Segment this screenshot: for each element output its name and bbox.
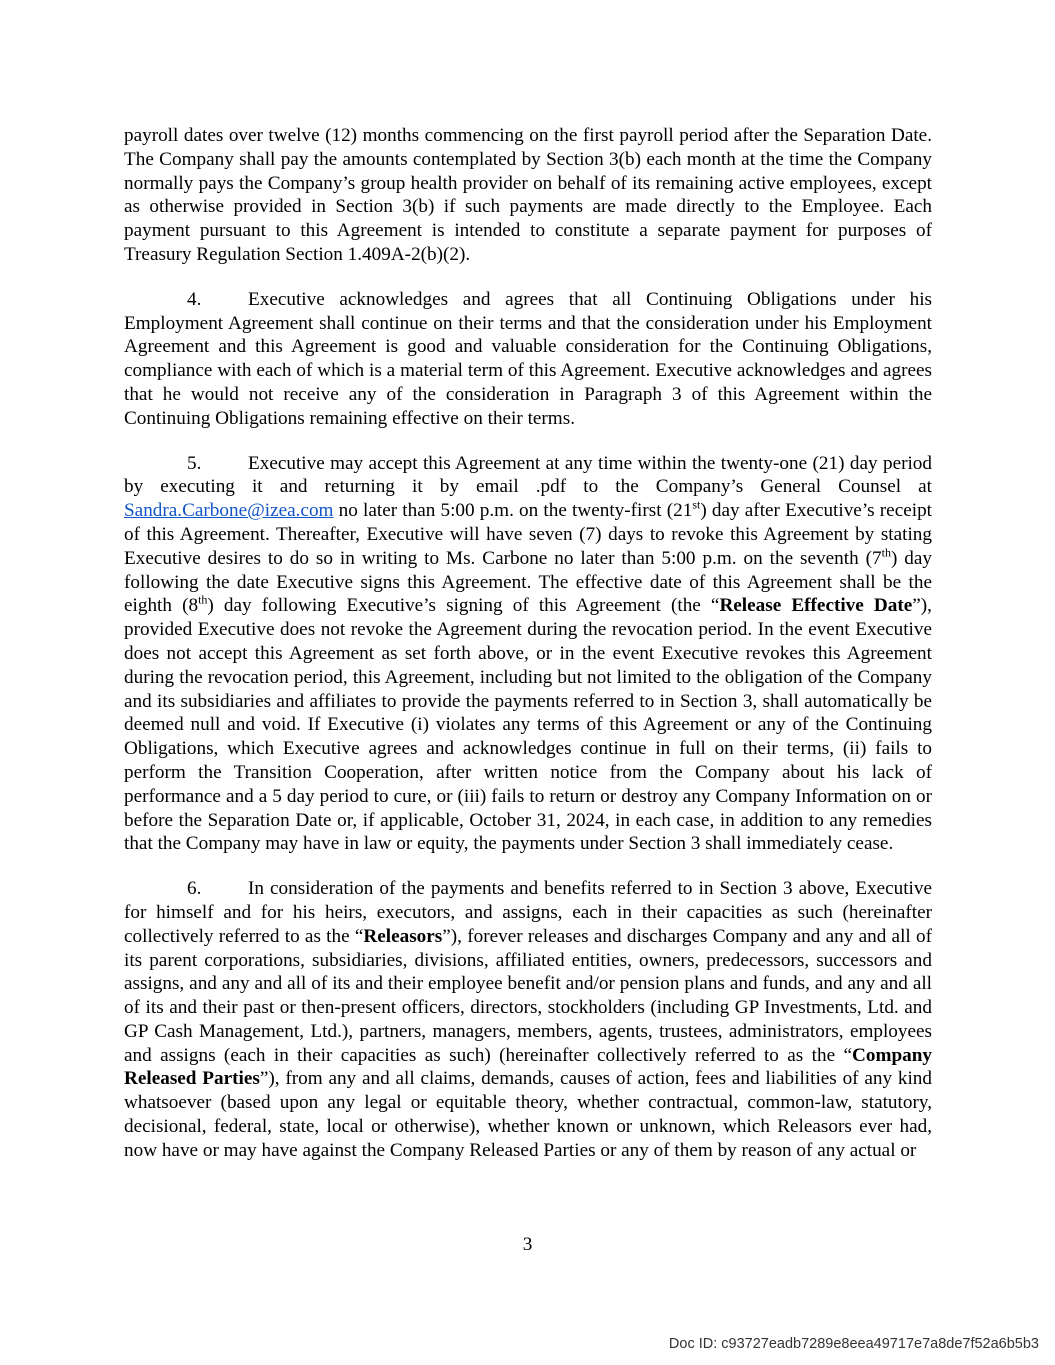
paragraph-text: ) day following Executive’s signing of this Agreement (the “ [207,595,720,617]
defined-term: Release Effective Date [719,595,913,617]
paragraph-text: ”), provided Executive does not revoke the Agreement during the revocation period. In the event Executive does not accept this Agreement as set forth above, or in the event Executive revokes this Agreement during the revocation period, this Agreement, including but not limited to the obligation of the Company and its subsidiaries and affiliates to provide the payments referred to in Section 3, shall automatically be deemed null and void. If Executive (i) violates any terms of this Agreement or any of the Continuing Obligations, which Executive agrees and acknowledges continue in full on their terms, (ii) fails to perform the Transition Cooperation, after written notice from the Company about his lack of performance and a 5 day period to cure, or (iii) fails to return or destroy any Company Information on or before the Separation Date or, if applicable, October 31, 2024, in each case, in addition to any remedies that the Company may have in law or equity, the payments under Section 3 shall immediately cease. [124,595,932,855]
superscript: th [881,545,891,560]
superscript: th [198,592,208,607]
paragraph-number: 4. [187,288,202,310]
paragraph-text: no later than 5:00 p.m. on the twenty-first (21 [333,500,693,522]
superscript: st [692,497,701,512]
page-number: 3 [522,1234,533,1255]
doc-id: Doc ID: c93727eadb7289e8eea49717e7a8de7f52a6b5b3 [668,1336,1039,1352]
document-body [124,124,932,1163]
paragraph-5 [124,452,932,857]
paragraph-text: ) day after Executive’s receipt of this Agreement. Thereafter, Executive will have seven (7) days to revoke this Agreement by stating Executive desires to do so in writing to Ms. Carbone no later than 5:00 p.m. on the seventh (7 [124,500,932,569]
general-counsel-email-link[interactable]: Sandra.Carbone@izea.com [124,500,334,522]
paragraph-text: ”), forever releases and discharges Company and any and all of its parent corporations, subsidiaries, divisions, affiliated entities, owners, predecessors, successors and assigns, and any and all of its and their employee benefit and/or pension plans and funds, and any and all of its and their past or then-present officers, directors, stockholders (including GP Investments, Ltd. and GP Cash Management, Ltd.), partners, managers, members, agents, trustees, administrators, employees and assigns (each in their capacities as such) (hereinafter collectively referred to as the “ [124,925,932,1066]
paragraph-text: Executive acknowledges and agrees that all Continuing Obligations under his Employment Agreement shall continue on their terms and that the consideration under his Employment Agreement and this Agreement is good and valuable consideration for the Continuing Obligations, compliance with each of which is a material term of this Agreement. Executive acknowledges and agrees that he would not receive any of the consideration in Paragraph 3 of this Agreement within the Continuing Obligations remaining effective on their terms. [124,288,932,429]
paragraph-3-continuation: payroll dates over twelve (12) months commencing on the first payroll period after the Separation Date. The Company shall pay the amounts contemplated by Section 3(b) each month at the time the Company normally pays the Company’s group health provider on behalf of its remaining active employees, except as otherwise provided in Section 3(b) if such payments are made directly to the Employee. Each payment pursuant to this Agreement is intended to constitute a separate payment for purposes of Treasury Regulation Section 1.409A-2(b)(2). [124,125,932,265]
paragraph-6 [124,877,932,1163]
paragraph-number: 5. [187,452,202,474]
paragraph-number: 6. [187,878,202,900]
paragraph-text: In consideration of the payments and benefits referred to in Section 3 above, Executive for himself and for his heirs, executors, and assigns, each in their capacities as such (hereinafter collectively referred to as the “ [124,878,932,947]
paragraph-text: Executive may accept this Agreement at any time within the twenty-one (21) day period by executing it and returning it by email .pdf to the Company’s General Counsel at [124,452,932,498]
defined-term: Releasors [363,925,443,947]
paragraph-4 [124,288,932,431]
defined-term: Company Released Parties [124,1044,932,1090]
paragraph-text: ”), from any and all claims, demands, causes of action, fees and liabilities of any kind whatsoever (based upon any legal or equitable theory, whether contractual, common-law, statutory, decisional, federal, state, local or otherwise), whether known or unknown, which Releasors ever had, now have or may have against the Company Released Parties or any of them by reason of any actual or [124,1068,932,1161]
paragraph-text: ) day following the date Executive signs this Agreement. The effective date of this Agreement shall be the eighth (8 [124,547,932,617]
